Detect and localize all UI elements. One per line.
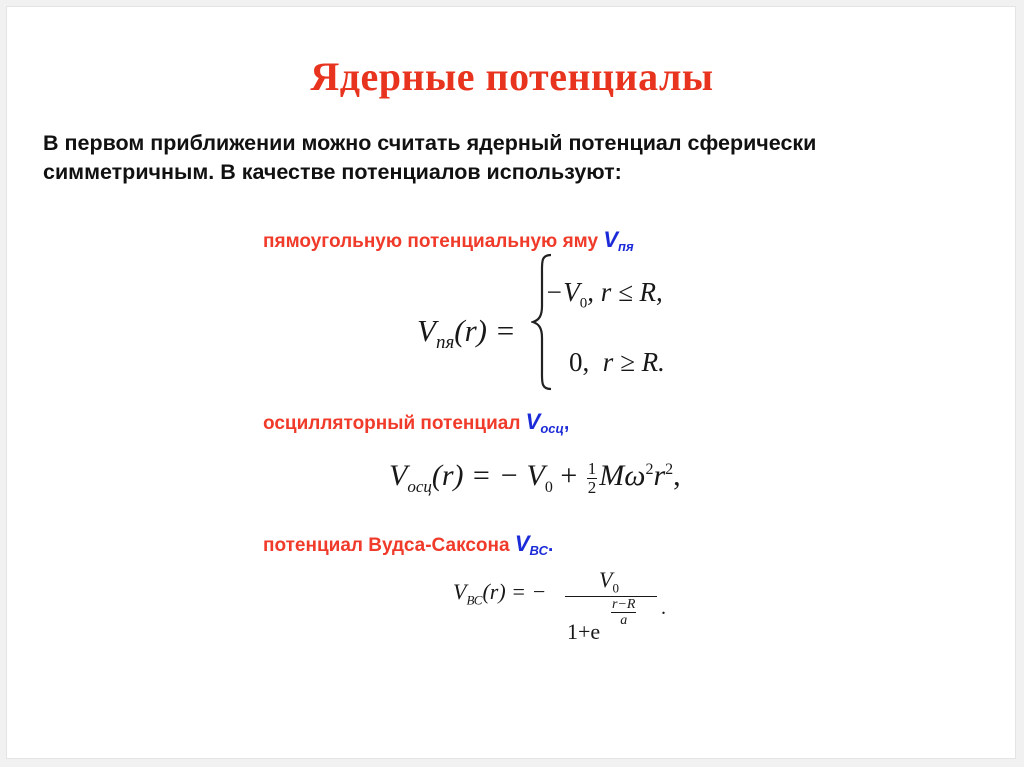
- oscillator-label: осцилляторный потенциал: [263, 413, 521, 434]
- woods-saxon-exponent: r−R a: [612, 597, 636, 628]
- woods-saxon-lhs: $V_{ВС}(r)$ = −: [453, 579, 547, 608]
- square-well-lhs: $V_{пя}(r)$ =: [417, 313, 516, 354]
- woods-saxon-denominator: 1+e: [567, 619, 601, 644]
- intro-paragraph: В первом приближении можно считать ядерный потенциал сферически симметричным. В качестве потенциалов используют:: [43, 131, 817, 184]
- slide-title: Ядерные потенциалы: [310, 54, 714, 99]
- oscillator-heading: осцилляторный потенциал $V_{осц}$,: [263, 409, 570, 436]
- square-well-case-2: 0, r ≥ R.: [569, 347, 665, 377]
- woods-saxon-heading: потенциал Вудса-Саксона $V_{ВС}$.: [263, 531, 554, 558]
- square-well-case-1: $-V_0$, r ≤ R,: [545, 277, 663, 312]
- woods-saxon-label: потенциал Вудса-Саксона: [263, 535, 510, 556]
- oscillator-symbol: $V_{осц}$: [525, 409, 564, 436]
- square-well-heading: [263, 227, 634, 254]
- woods-saxon-symbol: $V_{ВС}$: [514, 531, 548, 558]
- square-well-label: пямоугольную потенциальную яму: [263, 231, 599, 252]
- oscillator-fraction: $\frac{1}{2}$: [587, 458, 597, 497]
- woods-saxon-end: .: [661, 597, 666, 619]
- square-well-symbol: $V_{пя}$: [603, 227, 634, 254]
- slide: [6, 6, 1016, 759]
- oscillator-formula: $V_{осц}(r)$ = − $V_0$ + $\frac{1}{2}$ $M\omega^2r^2$,: [389, 458, 681, 497]
- woods-saxon-numerator: $V_0$: [599, 567, 619, 596]
- curly-brace: [531, 252, 555, 392]
